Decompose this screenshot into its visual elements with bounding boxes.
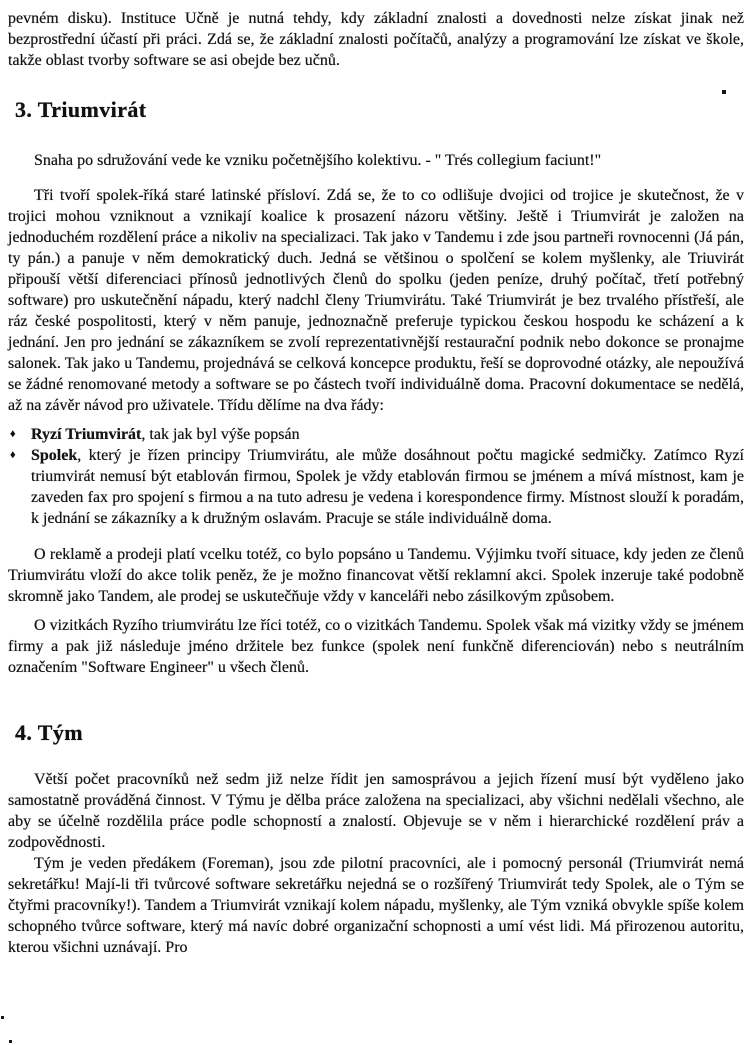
section3-paragraph-main: Tři tvoří spolek-říká staré latinské přísloví. Zdá se, že to co odlišuje dvojici od trojice je skutečnost, že v trojici mohou vzniknout a vznikají koalice k prosazení názoru většiny. Ještě i Triumvirát je založen na jednoduchém rozdělení práce a nikoliv na specializaci. Tak jako v Tandemu i zde jsou partneři rovnocenni (Já pán, ty pán.) a panuje v něm demokratický duch. Jedná se většinou o spolčení se kolem myšlenky, ale Triuvirát připouší větší diferenciaci přínosů jednotlivých členů do spolku (jeden peníze, druhý počítač, třetí potřebný software) pro uskutečnění nápadu, který nadchl členy Triumvirátu. Také Triumvirát je bez trvalého přístřeší, ale ráz české pospolitosti, který v něm panuje, jednoznačně preferuje typickou českou hospodu ke scházení a k jednání. Jen pro jednání se zákazníkem se zvolí reprezentativnější restaurační podnik nebo dokonce se pronajme salonek. Tak jako u Tandemu, projednává se celková koncepce produktu, řeší se doprovodné otázky, ale nepoužívá se žádné renomované metody a software se po částech tvoří individuálně doma. Pracovní dokumentace se nedělá, až na závěr návod pro uživatele. Třídu dělíme na dva řády: <box>8 187 744 414</box>
section4-paragraph-foreman: Tým je veden předákem (Foreman), jsou zde pilotní pracovníci, ale i pomocný personál (Triumvirát nemá sekretářku! Mají-li tři tvůrcové software sekretářku nejedná se o rozšířený Triumvirát tedy Spolek, ale o Tým se čtyřmi pracovníky!). Tandem a Triumvirát vznikají kolem nápadu, myšlenky, ale Tým vzniká obvykle spíše kolem schopného tvůrce software, který má navíc dobré organizační schopnosti a umí vést lidi. Má přirozenou autoritu, kterou všichni uznávají. Pro <box>8 855 744 956</box>
page-content <box>8 5 744 958</box>
scan-speck <box>722 90 726 94</box>
list-item-text <box>31 424 744 445</box>
section3-paragraph-business-cards: O vizitkách Ryzího triumvirátu lze říci totéž, co o vizitkách Tandemu. Spolek však má vizitky vždy se jménem firmy a pak již následuje jméno držitele bez funkce (spolek není funkčně diferenciován) nebo s neutrálním označením "Software Engineer" u všech členů. <box>8 617 744 676</box>
scan-speck <box>9 1040 12 1043</box>
section3-paragraph-motto: Snaha po sdružování vede ke vzniku početnějšího kolektivu. - " Trés collegium faciunt!" <box>34 152 602 169</box>
section3-paragraph-advertising: O reklamě a prodeji platí vcelku totéž, co bylo popsáno u Tandemu. Výjimku tvoří situace, kdy jeden ze členů Triumvirátu vloží do akce tolik peněz, že je možno financovat větší reklamní akci. Spolek inzeruje také podobně skromně jako Tandem, ale prodej se uskutečňuje vždy v kanceláři nebo zásilkovým způsobem. <box>8 546 744 605</box>
list-item-lead: Spolek <box>31 447 78 464</box>
list-item-rest: , který je řízen principy Triumvirátu, ale může dosáhnout počtu magické sedmičky. Zatímco Ryzí triumvirát nemusí být etablován firmou, Spolek je vždy etablován firmou se jménem a mívá místnost, kam je zaveden fax pro spojení s firmou a na tuto adresu je vedena i korespondence firmy. Místnost slouží k poradám, k jednání se zákazníky a k družným oslavám. Pracuje se stále individuálně doma. <box>31 447 744 527</box>
list-item-text <box>31 445 744 529</box>
triumvirat-type-list <box>8 424 744 529</box>
list-item <box>8 424 744 445</box>
list-item <box>8 445 744 529</box>
scan-speck <box>1 1016 4 1019</box>
list-item-lead: Ryzí Triumvirát <box>31 426 142 443</box>
section3-heading: 3. Triumvirát <box>15 97 147 122</box>
intro-paragraph: pevném disku). Instituce Učně je nutná tehdy, kdy základní znalosti a dovednosti nelze získat jinak než bezprostřední účastí při práci. Zdá se, že základní znalosti počítačů, analýzy a programování lze získat ve škole, takže oblast tvorby software se asi obejde bez učnů. <box>8 10 744 69</box>
list-item-rest: , tak jak byl výše popsán <box>141 426 300 443</box>
section4-heading: 4. Tým <box>15 720 84 745</box>
bullet-diamond-icon: ♦ <box>10 449 16 461</box>
bullet-diamond-icon: ♦ <box>10 428 16 440</box>
section4-paragraph-intro: Větší počet pracovníků než sedm již nelze řídit jen samosprávou a jejich řízení musí být vyděleno jako samostatně prováděná činnost. V Týmu je dělba práce založena na specializaci, aby všichni nedělali všechno, ale aby se účelně rozdělila práce podle schopností a znalostí. Objevuje se v něm i hierarchické rozdělení práv a zodpovědnosti. <box>8 771 744 851</box>
